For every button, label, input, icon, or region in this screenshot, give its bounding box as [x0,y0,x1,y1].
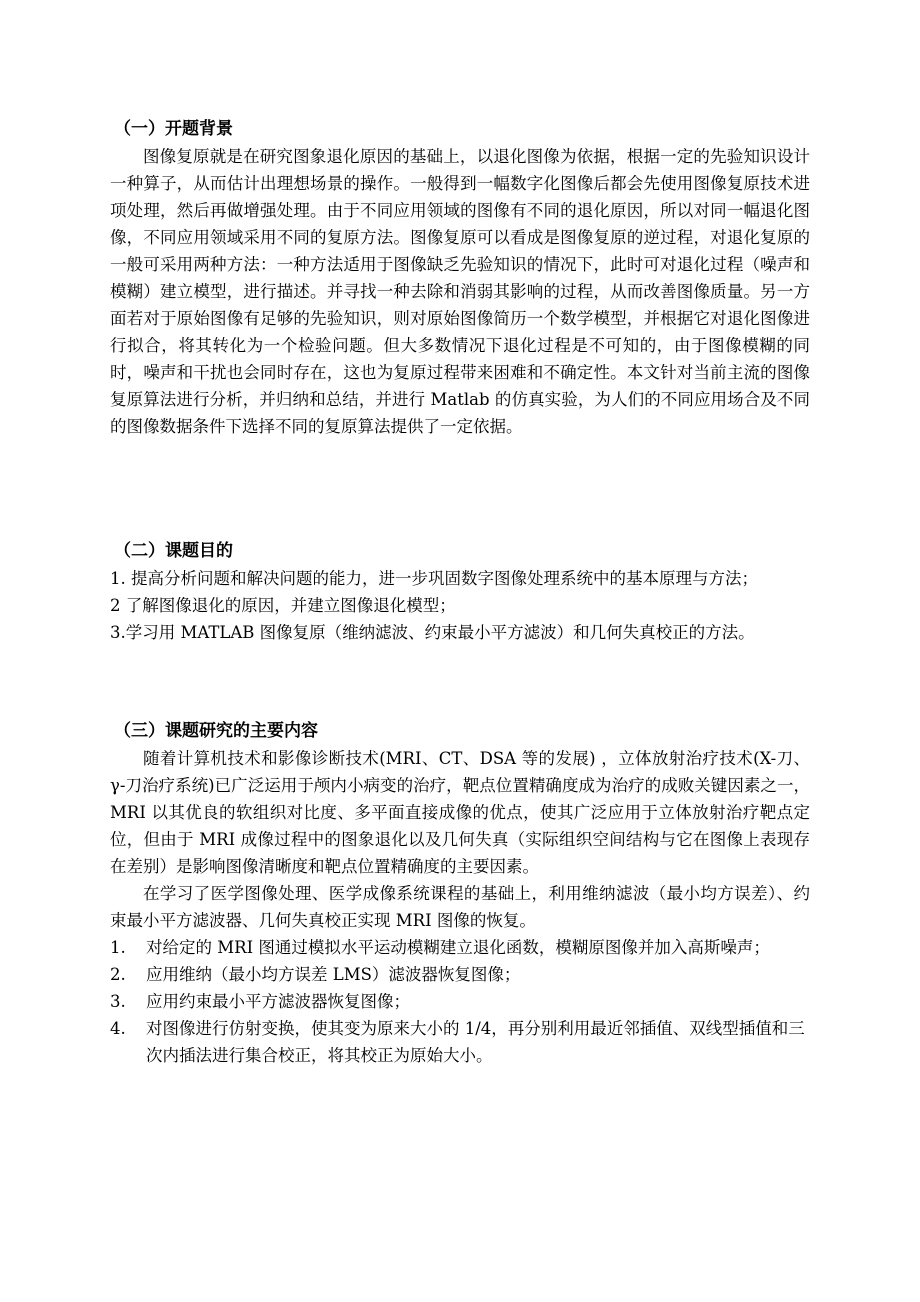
list-number: 2. [110,965,126,984]
section-purpose [110,537,810,646]
content-paragraph-1: 随着计算机技术和影像诊断技术(MRI、CT、DSA 等的发展) ，立体放射治疗技术(X-刀、γ-刀治疗系统)已广泛运用于颅内小病变的治疗，靶点位置精确度成为治疗的成败关键因素之一，MRI 以其优良的软组织对比度、多平面直接成像的优点，使其广泛应用于立体放射治疗靶点定位，但由于 MRI 成像过程中的图象退化以及几何失真（实际组织空间结构与它在图像上表现存在差别）是影响图像清晰度和靶点位置精确度的主要因素。 [110,749,810,876]
section-heading: （一）开题背景 [114,119,233,139]
content-paragraph-2: 在学习了医学图像处理、医学成像系统课程的基础上，利用维纳滤波（最小均方误差）、约束最小平方滤波器、几何失真校正实现 MRI 图像的恢复。 [110,884,810,930]
list-text: 应用维纳（最小均方误差 LMS）滤波器恢复图像； [146,965,521,984]
content-list-item [110,934,810,961]
section-heading: （二）课题目的 [114,541,233,561]
list-text: 对图像进行仿射变换，使其变为原来大小的 1/4，再分别利用最近邻插值、双线型插值和三次内插法进行集合校正，将其校正为原始大小。 [146,1019,805,1065]
background-paragraph: 图像复原就是在研究图象退化原因的基础上，以退化图像为依据，根据一定的先验知识设计一种算子，从而估计出理想场景的操作。一般得到一幅数字化图像后都会先使用图像复原技术进项处理，然后再做增强处理。由于不同应用领域的图像有不同的退化原因，所以对同一幅退化图像，不同应用领域采用不同的复原方法。图像复原可以看成是图像复原的逆过程，对退化复原的一般可采用两种方法：一种方法适用于图像缺乏先验知识的情况下，此时可对退化过程（噪声和模糊）建立模型，进行描述。并寻找一种去除和消弱其影响的过程，从而改善图像质量。另一方面若对于原始图像有足够的先验知识，则对原始图像简历一个数学模型，并根据它对退化图像进行拟合，将其转化为一个检验问题。但大多数情况下退化过程是不可知的，由于图像模糊的同时，噪声和干扰也会同时存在，这也为复原过程带来困难和不确定性。本文针对当前主流的图像复原算法进行分析，并归纳和总结，并进行 Matlab 的仿真实验，为人们的不同应用场合及不同的图像数据条件下选择不同的复原算法提供了一定依据。 [110,147,810,436]
content-list-item [110,961,810,988]
purpose-item: 3.学习用 MATLAB 图像复原（维纳滤波、约束最小平方滤波）和几何失真校正的方法。 [110,623,755,642]
section-background [110,115,810,440]
content-list-item [110,1015,810,1069]
list-text: 应用约束最小平方滤波器恢复图像； [146,992,410,1011]
list-number: 3. [110,992,126,1011]
section-content [110,717,810,1069]
purpose-item: 2 了解图像退化的原因，并建立图像退化模型； [110,596,456,615]
section-heading: （三）课题研究的主要内容 [114,721,318,741]
content-list-item [110,988,810,1015]
list-number: 1. [110,938,126,957]
list-text: 对给定的 MRI 图通过模拟水平运动模糊建立退化函数，模糊原图像并加入高斯噪声； [146,938,770,957]
list-number: 4. [110,1019,126,1038]
purpose-item: 1. 提高分析问题和解决问题的能力，进一步巩固数字图像处理系统中的基本原理与方法； [110,569,758,588]
